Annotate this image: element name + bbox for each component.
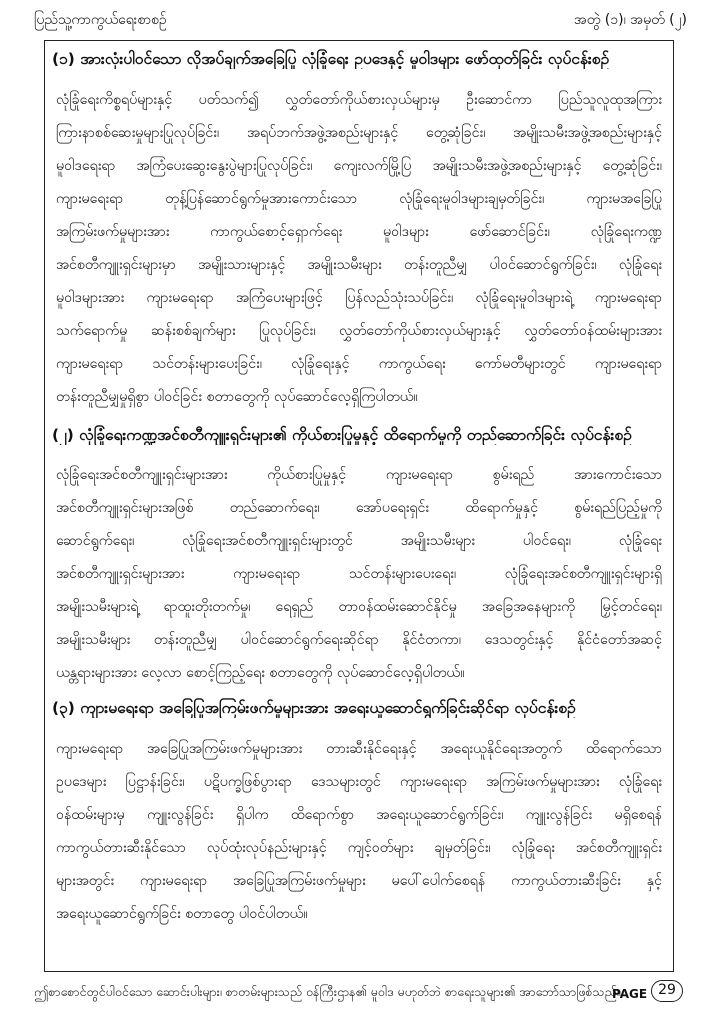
text-line: အင်စတီကျူးရှင်းများအား ကျားမရေးရာ သင်တန်းများပေးရေး၊ လုံခြုံရေးအင်စတီကျူးရှင်းများရှိ	[56, 566, 662, 582]
text-line: လုံခြုံရေးအင်စတီကျူးရှင်းများအား ကိုယ်စားပြုမှုနှင့် ကျားမရေးရာ စွမ်းရည် အားကောင်းသော	[56, 467, 662, 483]
text-line: ကျားမရေးရာ အခြေပြုအကြမ်းဖက်မှုများအား တားဆီးနိုင်ရေးနှင့် အရေးယူနိုင်ရေးအတွက် ထိရောက်သော	[56, 741, 662, 757]
page-label: PAGE	[612, 987, 648, 1001]
page-number: 29	[651, 980, 683, 1002]
section-heading-3: (၃) ကျားမရေးရာ အခြေပြုအကြမ်းဖက်မှုများအား အရေးယူဆောင်ရွက်ခြင်းဆိုင်ရာ လုပ်ငန်းစဉ်	[52, 699, 576, 717]
text-line: ဝန်ထမ်းများမှ ကျူးလွန်ခြင်း ရှိပါက ထိရောက်စွာ အရေးယူဆောင်ရွက်ခြင်း၊ ကျူးလွန်ခြင်း မရှိစေရန်	[56, 807, 662, 823]
section-heading-2: (၂) လုံခြုံရေးကဏ္ဍအင်စတီကျူးရှင်းများ၏ ကိုယ်စားပြုမှုနှင့် ထိရောက်မှုကို တည်ဆောက်ခြင်း လုပ်ငန်းစဉ်	[52, 426, 632, 444]
publication-title: ပြည်သူ့ကာကွယ်ရေးစာစဥ်	[34, 12, 167, 28]
footer-disclaimer: ဤစာစောင်တွင်ပါဝင်သော ဆောင်းပါးများ၊ စာတမ်းများသည် ဝန်ကြီးဌာန၏ မူဝါဒ မဟုတ်ဘဲ စာရေးသူများ၏ အာဘော်သာဖြစ်သည်။	[34, 984, 621, 999]
section-heading-1: (၁) အားလုံးပါဝင်သော လိုအပ်ချက်အခြေပြု လုံခြုံရေး ဥပဒေနှင့် မူဝါဒများ ဖော်ထုတ်ခြင်း လုပ်ငန်းစဉ်	[52, 50, 610, 68]
text-line: အကြမ်းဖက်မှုများအား ကာကွယ်စောင့်ရှောက်ရေး မူဝါဒများ ဖော်ဆောင်ခြင်း၊ လုံခြုံရေးကဏ္ဍ	[56, 224, 662, 240]
text-line: အမျိုးသမီးများ တန်းတူညီမျှ ပါဝင်ဆောင်ရွက်ရေးဆိုင်ရာ နိုင်ငံတကာ၊ ဒေသတွင်းနှင့် နိုင်ငံတော်အဆင့်	[56, 632, 662, 648]
text-line: ကျားမရေးရာ တုန့်ပြန်ဆောင်ရွက်မှုအားကောင်းသော လုံခြုံရေးမူဝါဒများချမှတ်ခြင်း၊ ကျားမအခြေပြု	[56, 191, 662, 207]
text-line: ကြားနာစစ်ဆေးမှုများပြုလုပ်ခြင်း၊ အရပ်ဘက်အဖွဲ့အစည်းများနှင့် တွေ့ဆုံခြင်း၊ အမျိုးသမီးအဖွဲ့အစည်းများနှင့်	[56, 125, 662, 141]
issue-number: အတွဲ (၁)၊ အမှတ် (၂)	[573, 12, 687, 28]
text-line: လုံခြုံရေးကိစ္စရပ်များနှင့် ပတ်သက်၍ လွှတ်တော်ကိုယ်စားလှယ်များမှ ဦးဆောင်ကာ ပြည်သူလူထုအကြား	[56, 92, 662, 108]
text-line: ကာကွယ်တားဆီးနိုင်သော လုပ်ထုံးလုပ်နည်းများနှင့် ကျင့်ဝတ်များ ချမှတ်ခြင်း၊ လုံခြုံရေး အင်စတီကျူးရှင်း	[56, 840, 662, 856]
text-line: ဥပဒေများ ပြဋ္ဌာန်းခြင်း၊ ပဋိပက္ခဖြစ်ပွားရာ ဒေသများတွင် ကျားမရေးရာ အကြမ်းဖက်မှုများအား လုံခြုံရေး	[56, 774, 662, 790]
text-line: မူဝါဒရေးရာ အကြံပေးဆွေးနွေးပွဲများပြုလုပ်ခြင်း၊ ကျေးလက်မြို့ပြ အမျိုးသမီးအဖွဲ့အစည်းများနှင့် တွေ့ဆုံခြင်း၊	[56, 158, 662, 174]
section-body-3	[56, 733, 662, 931]
text-line: များအတွင်း ကျားမရေးရာ အခြေပြုအကြမ်းဖက်မှုများ မပေါ်ပေါက်စေရန် ကာကွယ်တားဆီးခြင်း နှင့်	[56, 873, 662, 889]
text-line: ယန္တရားများအား လေ့လာ စောင့်ကြည့်ရေး စတာတွေကို လုပ်ဆောင်လေ့ရှိပါတယ်။	[56, 665, 465, 681]
text-line: တန်းတူညီမျှမှုရှိစွာ ပါဝင်ခြင်း စတာတွေကို လုပ်ဆောင်လေ့ရှိကြပါတယ်။	[56, 389, 418, 405]
text-line: အရေးယူဆောင်ရွက်ခြင်း စတာတွေ ပါဝင်ပါတယ်။	[56, 906, 308, 922]
text-line: အင်စတီကျူးရှင်းများမှာ အမျိုးသားများနှင့် အမျိုးသမီးများ တန်းတူညီမျှ ပါဝင်ဆောင်ရွက်ခြင်း၊ လုံခြုံရေး	[56, 257, 662, 273]
text-line: အင်စတီကျူးရှင်းများအဖြစ် တည်ဆောက်ရေး၊ အော်ပရေးရှင်း ထိရောက်မှုနှင့် စွမ်းရည်ပြည့်မှုကို	[56, 500, 662, 516]
section-body-1	[56, 84, 662, 414]
section-body-2	[56, 459, 662, 690]
text-line: မူဝါဒများအား ကျားမရေးရာ အကြံပေးများဖြင့် ပြန်လည်သုံးသပ်ခြင်း၊ လုံခြုံရေးမူဝါဒများရဲ့ ကျားမရေးရာ	[56, 290, 662, 306]
text-line: ကျားမရေးရာ သင်တန်းများပေးခြင်း၊ လုံခြုံရေးနှင့် ကာကွယ်ရေး ကော်မတီများတွင် ကျားမရေးရာ	[56, 356, 662, 372]
text-line: အမျိုးသမီးများရဲ့ ရာထူးတိုးတက်မှု၊ ရေရှည် တာဝန်ထမ်းဆောင်နိုင်မှု အခြေအနေများကို မြှင့်တင်ရေး၊	[56, 599, 662, 615]
text-line: ဆောင်ရွက်ရေး၊ လုံခြုံရေးအင်စတီကျူးရှင်းများတွင် အမျိုးသမီးများ ပါဝင်ရေး၊ လုံခြုံရေး	[56, 533, 662, 549]
text-line: သက်ရောက်မှု ဆန်းစစ်ချက်များ ပြုလုပ်ခြင်း၊ လွှတ်တော်ကိုယ်စားလှယ်များနှင့် လွှတ်တော်ဝန်ထမ်းများအား	[56, 323, 662, 339]
